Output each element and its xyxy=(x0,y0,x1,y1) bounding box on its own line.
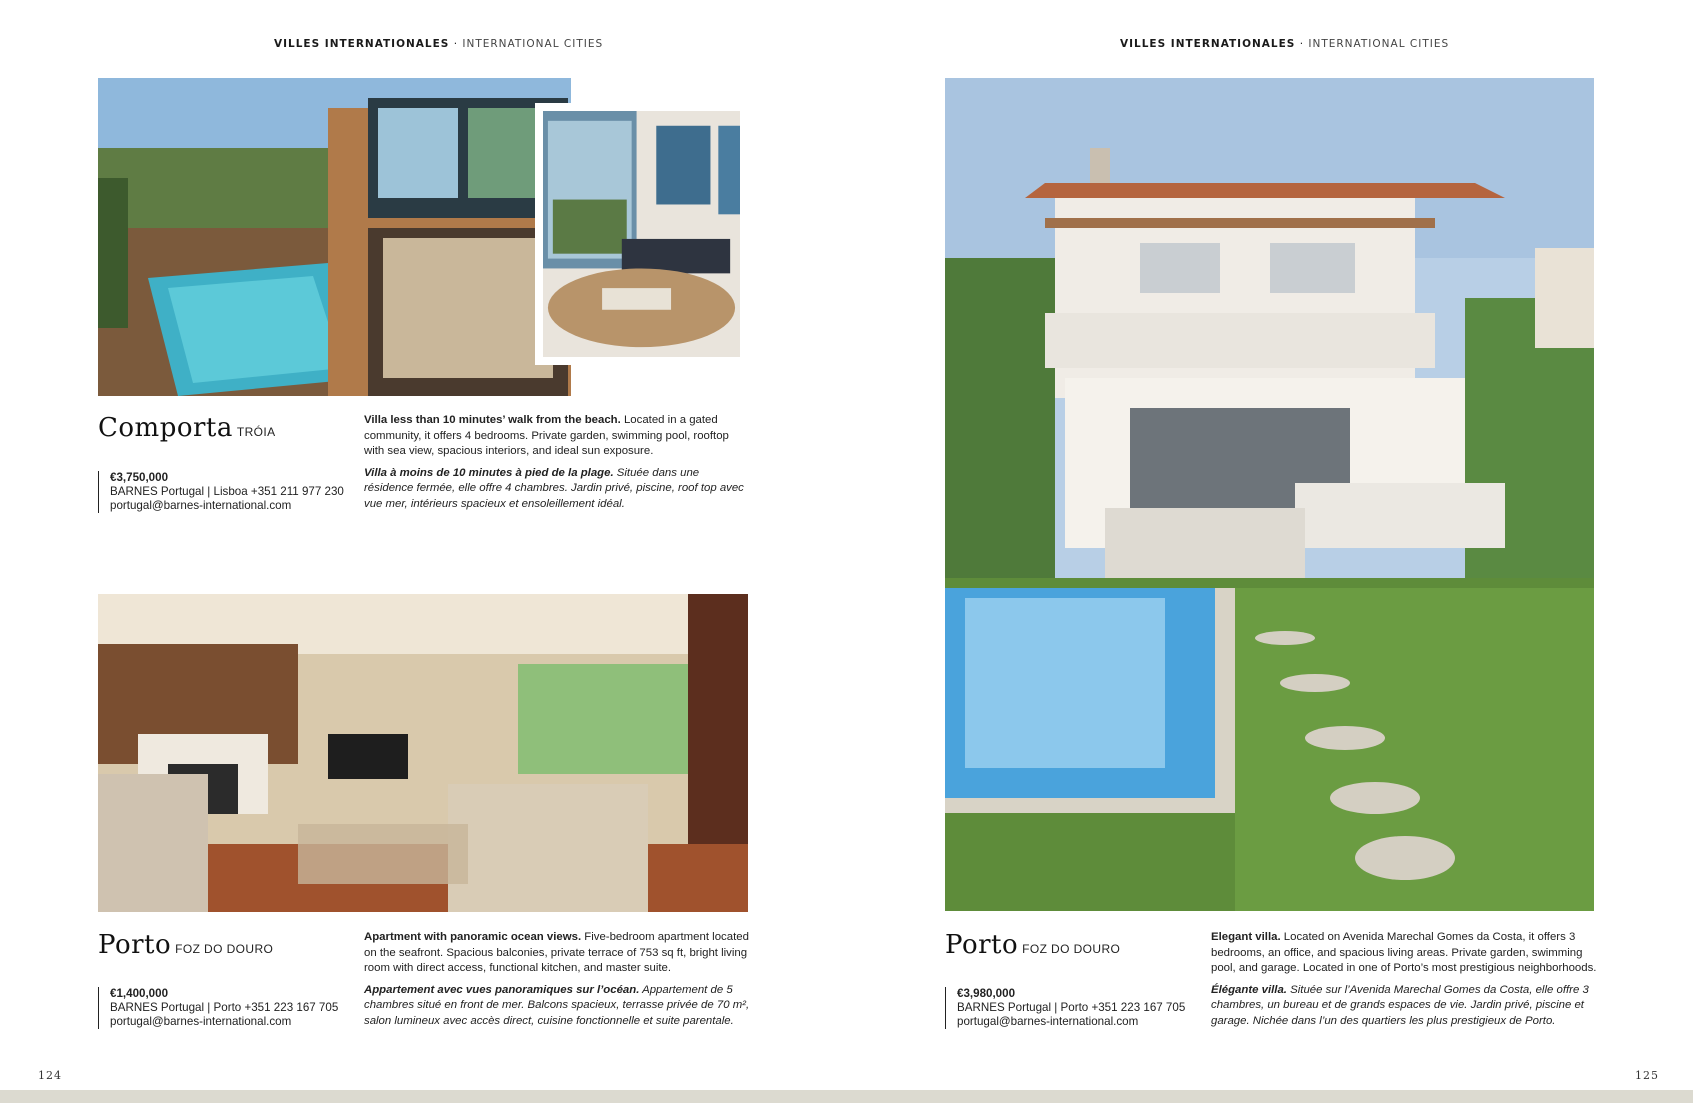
description-en xyxy=(364,930,756,977)
description-en-lead: Elegant villa. xyxy=(1211,931,1281,943)
city-name: Porto xyxy=(945,930,1019,960)
listing-porto-apartment-contact xyxy=(98,987,338,1029)
listing-porto-apartment-description xyxy=(364,930,756,1035)
header-section-fr: VILLES INTERNATIONALES xyxy=(1120,38,1296,50)
page-number: 125 xyxy=(1635,1069,1659,1082)
header-separator: · xyxy=(1295,38,1309,50)
agency-phone: BARNES Portugal | Lisboa +351 211 977 230 xyxy=(110,485,344,498)
price: €3,750,000 xyxy=(110,471,169,484)
porto-villa-photo[interactable] xyxy=(945,78,1594,911)
page-header xyxy=(274,38,603,50)
description-fr-lead: Élégante villa. xyxy=(1211,983,1287,996)
description-en-text: Five-bedroom apartment located on the seafront. Spacious balconies, private terrace of 753 sq ft, bright living room with direct access, functional kitchen, and master suite. xyxy=(364,931,749,974)
description-fr xyxy=(364,983,756,1030)
description-fr-lead: Appartement avec vues panoramiques sur l’océan. xyxy=(364,983,640,996)
listing-porto-villa-city xyxy=(945,930,1120,960)
listing-comporta-description xyxy=(364,413,750,518)
city-area: TRÓIA xyxy=(236,425,276,439)
porto-apartment-photo[interactable] xyxy=(98,594,748,912)
listing-comporta-city xyxy=(98,413,276,443)
page-number: 124 xyxy=(38,1069,62,1082)
header-section-fr: VILLES INTERNATIONALES xyxy=(274,38,450,50)
agency-phone: BARNES Portugal | Porto +351 223 167 705 xyxy=(957,1001,1186,1014)
city-name: Comporta xyxy=(98,413,233,443)
city-name: Porto xyxy=(98,930,172,960)
listing-porto-villa-description xyxy=(1211,930,1601,1035)
price: €3,980,000 xyxy=(957,987,1016,1000)
right-page xyxy=(846,0,1693,1090)
description-fr-text: Située dans une résidence fermée, elle offre 4 chambres. Jardin privé, piscine, roof top avec vue mer, intérieurs spacieux et ensoleillement idéal. xyxy=(364,466,744,510)
price: €1,400,000 xyxy=(110,987,169,1000)
description-en-text: Located on Avenida Marechal Gomes da Costa, it offers 3 bedrooms, an office, and spacious living areas. Private garden, swimming pool, and garage. Located in one of Porto’s most prestigious neighborhoods. xyxy=(1211,931,1597,974)
city-area: FOZ DO DOURO xyxy=(1022,942,1121,956)
description-en xyxy=(364,413,750,460)
listing-porto-apartment-city xyxy=(98,930,273,960)
header-section-en: INTERNATIONAL CITIES xyxy=(1308,38,1450,50)
description-fr-text: Appartement de 5 chambres situé en front de mer. Balcons spacieux, terrasse privée de 70 m², salon lumineux avec accès direct, cuisine fonctionnelle et suite parentale. xyxy=(364,983,750,1027)
comporta-exterior-photo[interactable] xyxy=(98,78,571,396)
description-en xyxy=(1211,930,1601,977)
email-link[interactable]: portugal@barnes-international.com xyxy=(110,1015,292,1028)
listing-comporta-contact xyxy=(98,471,344,513)
header-section-en: INTERNATIONAL CITIES xyxy=(462,38,604,50)
page-header xyxy=(1120,38,1449,50)
description-en-text: Located in a gated community, it offers 4 bedrooms. Private garden, swimming pool, rooftop with sea view, spacious interiors, and ideal sun exposure. xyxy=(364,414,729,457)
description-fr-lead: Villa à moins de 10 minutes à pied de la plage. xyxy=(364,466,614,479)
email-link[interactable]: portugal@barnes-international.com xyxy=(957,1015,1139,1028)
comporta-interior-photo[interactable] xyxy=(535,103,748,365)
header-separator: · xyxy=(449,38,463,50)
agency-phone: BARNES Portugal | Porto +351 223 167 705 xyxy=(110,1001,339,1014)
email-link[interactable]: portugal@barnes-international.com xyxy=(110,499,292,512)
description-en-lead: Apartment with panoramic ocean views. xyxy=(364,931,582,943)
description-en-lead: Villa less than 10 minutes’ walk from the beach. xyxy=(364,414,621,426)
left-page xyxy=(0,0,846,1090)
description-fr xyxy=(1211,983,1601,1030)
listing-porto-villa-contact xyxy=(945,987,1185,1029)
description-fr-text: Située sur l’Avenida Marechal Gomes da Costa, elle offre 3 chambres, un bureau et de grands espaces de vie. Jardin privé, piscine et garage. Nichée dans l’un des quartiers les plus prestigieux de Porto. xyxy=(1211,983,1589,1027)
bottom-strip xyxy=(0,1090,1693,1103)
city-area: FOZ DO DOURO xyxy=(175,942,274,956)
description-fr xyxy=(364,466,750,513)
